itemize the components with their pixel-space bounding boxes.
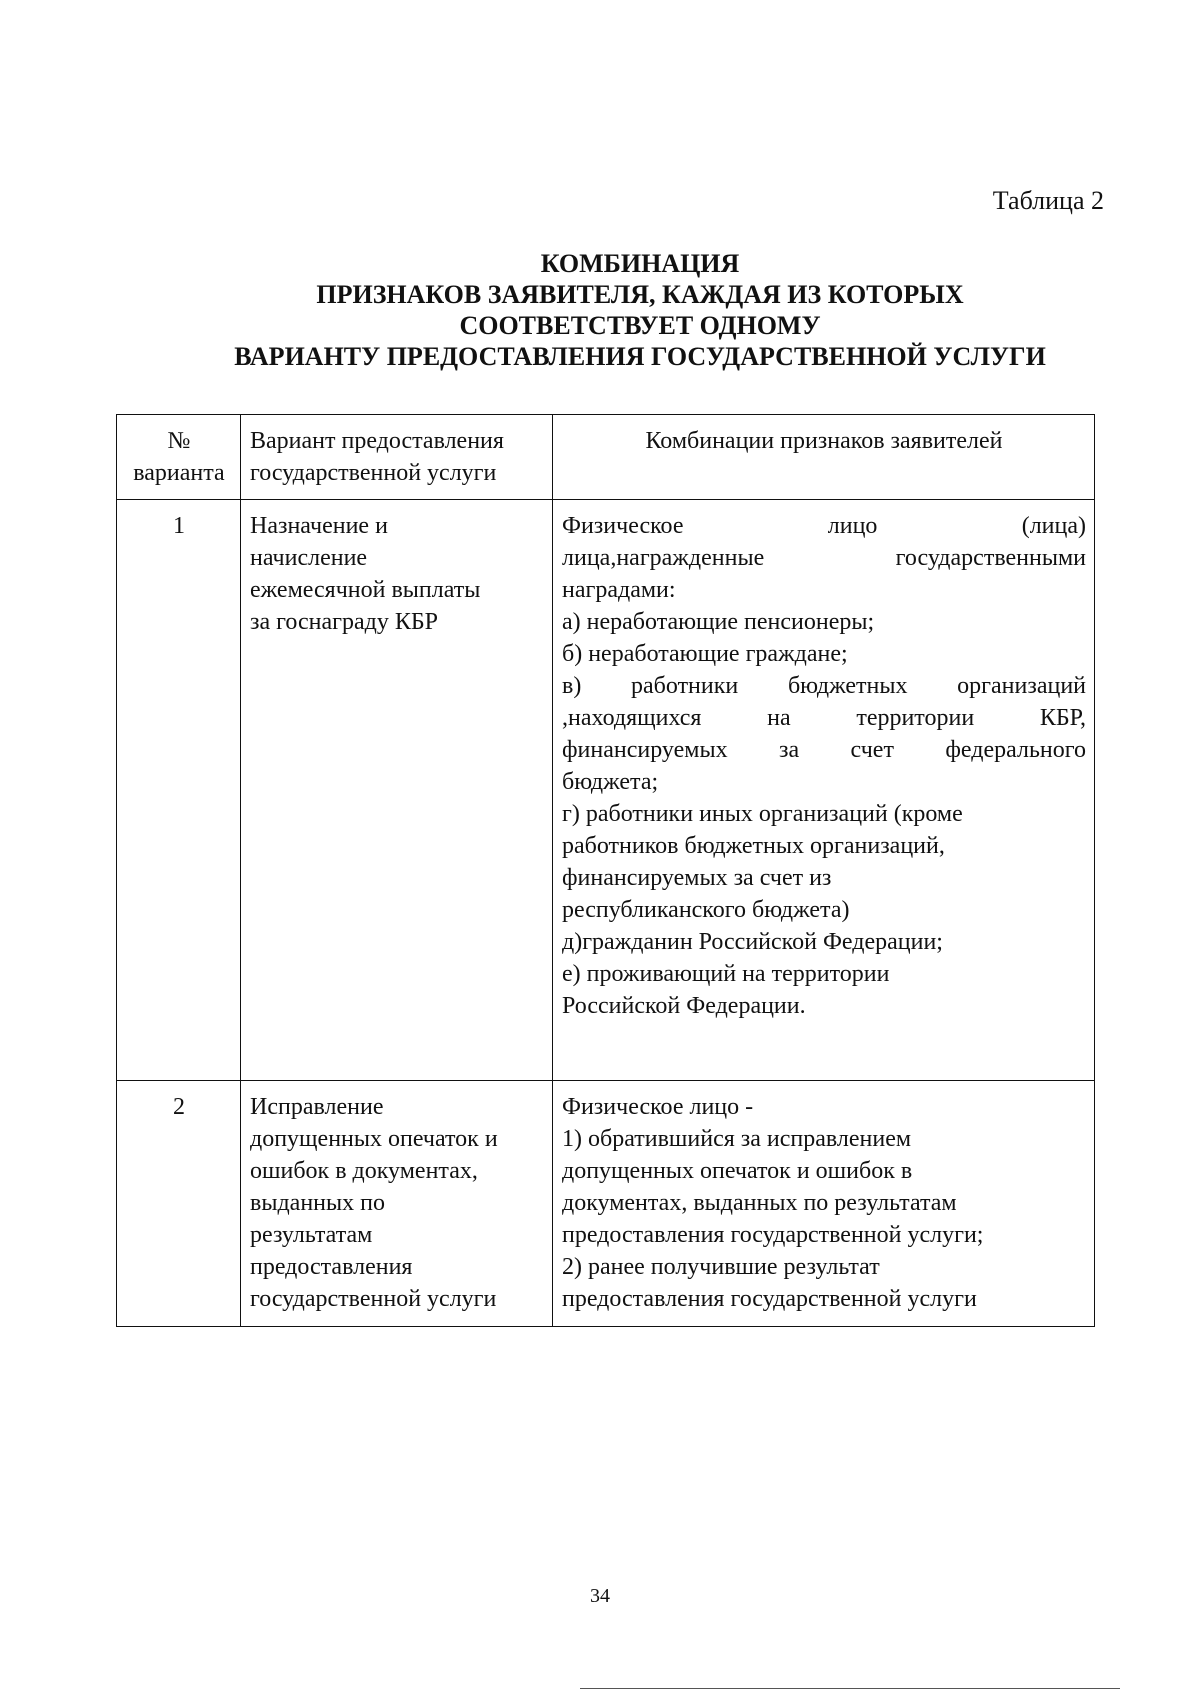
combination-line: д)гражданин Российской Федерации; <box>562 929 943 955</box>
header-variant-line: Вариант предоставления <box>250 428 504 454</box>
table-row <box>117 1081 1095 1327</box>
header-variant-line: государственной услуги <box>250 460 497 486</box>
variant-line: Исправление <box>250 1094 384 1120</box>
table-header-row <box>117 415 1095 500</box>
combination-line: б) неработающие граждане; <box>562 641 848 667</box>
footer-divider <box>580 1688 1120 1689</box>
combination-line: 2) ранее получившие результат <box>562 1254 880 1280</box>
combination-line: финансируемых за счет из <box>562 865 832 891</box>
title-line: КОМБИНАЦИЯ <box>540 249 740 278</box>
variant-line: ежемесячной выплаты <box>250 577 481 603</box>
variant-line: Назначение и <box>250 513 388 539</box>
header-combination <box>553 415 1095 500</box>
page-number: 34 <box>590 1585 610 1607</box>
table-label: Таблица 2 <box>992 186 1104 215</box>
title-line: СООТВЕТСТВУЕТ ОДНОМУ <box>459 311 821 340</box>
combination-line: предоставления государственной услуги <box>562 1286 977 1312</box>
row-variant-cell <box>241 1081 553 1327</box>
variants-table <box>116 414 1095 1327</box>
variant-line: начисление <box>250 545 368 571</box>
document-title <box>160 248 1120 372</box>
combination-line: допущенных опечаток и ошибок в <box>562 1158 913 1184</box>
variant-line: результатам <box>250 1222 373 1248</box>
combination-line: е) проживающий на территории <box>562 961 890 987</box>
row-number-cell <box>117 500 241 1081</box>
combination-line: предоставления государственной услуги; <box>562 1222 984 1248</box>
variant-line: ошибок в документах, <box>250 1158 478 1184</box>
combination-line: в) работники бюджетных организаций <box>562 673 1086 699</box>
title-line: ПРИЗНАКОВ ЗАЯВИТЕЛЯ, КАЖДАЯ ИЗ КОТОРЫХ <box>316 280 964 309</box>
row-combination-cell <box>553 1081 1095 1327</box>
variant-line: за госнаграду КБР <box>250 609 438 635</box>
combination-line: 1) обратившийся за исправлением <box>562 1126 912 1152</box>
combination-line: Российской Федерации. <box>562 993 806 1019</box>
row-number: 2 <box>173 1094 185 1120</box>
variant-line: выданных по <box>250 1190 385 1216</box>
row-number: 1 <box>173 513 185 539</box>
header-number-line: № <box>167 428 191 454</box>
variant-line: государственной услуги <box>250 1286 497 1312</box>
combination-line: документах, выданных по результатам <box>562 1190 957 1216</box>
row-number-cell <box>117 1081 241 1327</box>
title-line: ВАРИАНТУ ПРЕДОСТАВЛЕНИЯ ГОСУДАРСТВЕННОЙ УСЛУГИ <box>234 342 1046 371</box>
row-combination-cell <box>553 500 1095 1081</box>
header-variant <box>241 415 553 500</box>
header-combination-line: Комбинации признаков заявителей <box>645 428 1003 454</box>
combination-line: а) неработающие пенсионеры; <box>562 609 875 635</box>
variant-line: предоставления <box>250 1254 413 1280</box>
header-number <box>117 415 241 500</box>
combination-line: Физическое лицо - <box>562 1094 754 1120</box>
combination-line: лица,награжденные государственными <box>562 545 1086 571</box>
combination-line: финансируемых за счет федерального <box>562 737 1086 763</box>
combination-line: работников бюджетных организаций, <box>562 833 945 859</box>
header-number-line: варианта <box>133 460 225 486</box>
combination-line: бюджета; <box>562 769 659 795</box>
combination-line: г) работники иных организаций (кроме <box>562 801 963 827</box>
variant-line: допущенных опечаток и <box>250 1126 498 1152</box>
combination-line: Физическое лицо (лица) <box>562 513 1086 539</box>
row-variant-cell <box>241 500 553 1081</box>
table-row <box>117 500 1095 1081</box>
combination-line: наградами: <box>562 577 676 603</box>
combination-line: республиканского бюджета) <box>562 897 850 923</box>
combination-line: ,находящихся на территории КБР, <box>562 705 1086 731</box>
